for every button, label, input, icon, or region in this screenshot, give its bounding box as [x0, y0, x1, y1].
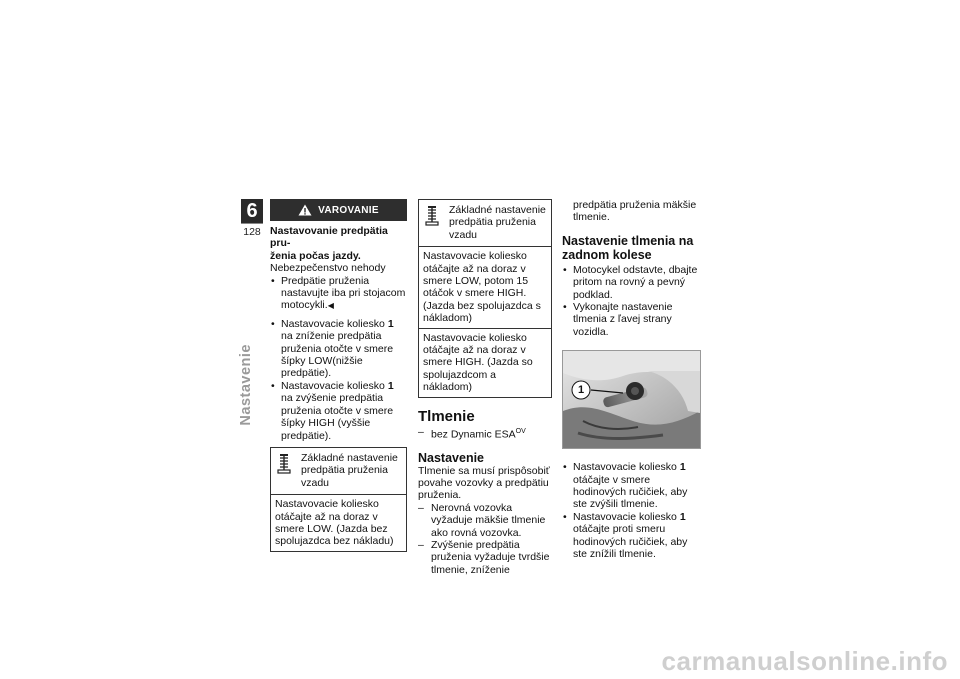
info-box-text: Nastavovacie koliesko otáčajte až na doraz v smere HIGH. (Jazda so spolujazdcom a nákladom) — [419, 328, 551, 397]
paragraph: Tlmenie sa musí prispôsobiť povahe vozovky a predpätiu pruženia. — [418, 464, 550, 502]
chapter-tab — [241, 199, 263, 223]
info-box-title: Základné nastavenie predpätia pruženia vzadu — [449, 204, 546, 241]
column-2 — [418, 199, 552, 576]
list-item: – bez Dynamic $ESA^{OV}$ — [418, 426, 552, 441]
list-item: • Vykonajte nastavenie tlmenia z ľavej strany vozidla. — [562, 301, 700, 338]
suspension-spring-icon — [275, 452, 301, 480]
list-item: – Zvýšenie predpätia pruženia vyžaduje tvrdšie tlmenie, zníženie — [418, 539, 552, 576]
page-number: 128 — [243, 226, 261, 238]
warning-intro: Nebezpečenstvo nehody — [270, 262, 386, 275]
suspension-photo-drawing — [563, 351, 700, 448]
warning-heading: Nastavovanie predpätia pru- ženia počas jazdy. — [270, 225, 388, 262]
column-1 — [270, 199, 407, 552]
watermark: carmanualsonline.info — [661, 646, 948, 676]
list-item: • Motocykel odstavte, dbajte pritom na rovný a pevný podklad. — [562, 264, 700, 301]
callout-number: 1 — [679, 510, 686, 523]
column-3 — [562, 199, 700, 561]
suspension-photo — [562, 350, 701, 449]
list-item: • Nastavovacie koliesko 1 na zvýšenie predpätia pruženia otočte v smere šípky HIGH (vyššie predpätie). — [270, 380, 407, 442]
info-box — [270, 447, 407, 552]
info-box-header — [271, 448, 406, 494]
warning-triangle-icon — [298, 204, 312, 216]
tab-divider — [241, 223, 263, 224]
info-box-header — [419, 200, 551, 246]
info-box-title: Základné nastavenie predpätia pruženia vzadu — [301, 451, 398, 489]
list-item: • Nastavovacie koliesko 1 otáčajte proti smeru hodinových ručičiek, aby ste znížili tlmenie. — [562, 511, 700, 561]
section-heading: Tlmenie — [418, 407, 475, 425]
list-item: • Nastavovacie koliesko 1 na zníženie predpätia pruženia otočte v smere šípky LOW(nižšie predpätie). — [270, 318, 407, 380]
list-item: • Predpätie pruženia nastavujte iba pri stojacom motocykli.◀ — [270, 275, 407, 313]
callout-number: 1 — [679, 461, 686, 474]
warning-label: VAROVANIE — [318, 204, 379, 216]
callout-number: 1 — [387, 317, 394, 330]
info-box-text: Nastavovacie koliesko otáčajte až na doraz v smere LOW, potom 15 otáčok v smere HIGH. (Jazda bez spolujazdca s nákladom) — [419, 246, 551, 327]
sub-heading: Nastavenie — [418, 450, 485, 465]
chapter-number: 6 — [246, 200, 258, 222]
info-box-text: Nastavovacie koliesko otáčajte až na doraz v smere LOW. (Jazda bez spolujazdca bez nákladu) — [271, 494, 406, 551]
side-label: Nastavenie — [238, 344, 254, 426]
list-item: – Nerovná vozovka vyžaduje mäkšie tlmenie ako rovná vozovka. — [418, 502, 552, 539]
info-box — [418, 199, 552, 398]
warning-bar — [270, 199, 407, 221]
section-heading: Nastavenie tlmenia na zadnom kolese — [562, 233, 694, 262]
callout-number: 1 — [387, 379, 394, 392]
paragraph-continued: predpätia pruženia mäkšie tlmenie. — [573, 199, 697, 224]
photo-callout: 1 — [577, 384, 585, 397]
end-mark-icon: ◀ — [327, 301, 334, 311]
suspension-spring-icon — [423, 204, 449, 232]
list-item: • Nastavovacie koliesko 1 otáčajte v smere hodinových ručičiek, aby ste zvýšili tlmenie. — [562, 461, 700, 511]
